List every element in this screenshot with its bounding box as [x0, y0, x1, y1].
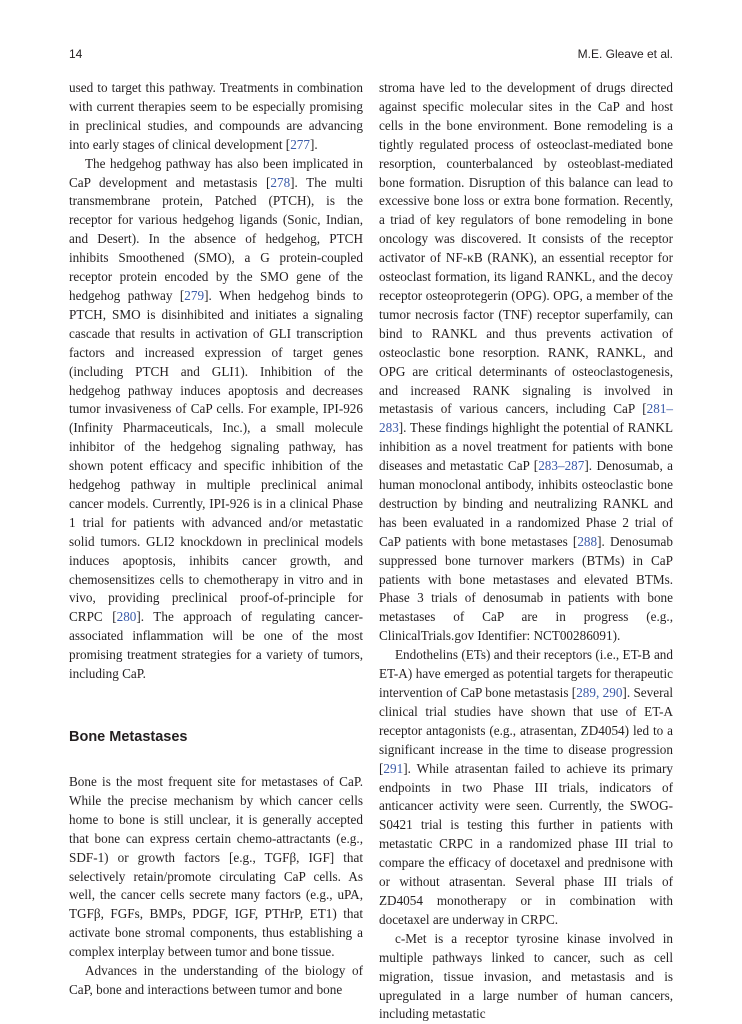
citation-link[interactable]: 279: [184, 287, 205, 303]
paragraph: The hedgehog pathway has also been implicated in CaP development and metastasis [278]. The multi transmembrane protein, Patched (PTCH), is the receptor for various hedgehog ligands (Sonic, Indian, and Desert). In the absence of hedgehog, PTCH inhibits Smoothened (SMO), a G protein-coupled receptor protein encoded by the SMO gene of the hedgehog pathway [279]. When hedgehog binds to PTCH, SMO is disinhibited and initiates a signaling cascade that results in activation of GLI transcription factors and increased expression of target genes (including PTCH and GLI1). Inhibition of the hedgehog pathway induces apoptosis and decreases tumor invasiveness of CaP cells. For example, IPI-926 (Infinity Pharmaceuticals, Inc.), a small molecule inhibitor of the hedgehog signaling pathway, has shown potent efficacy and specific inhibition of the hedgehog pathway in multiple preclinical animal cancer models. Currently, IPI-926 is in a clinical Phase 1 trial for patients with advanced and/or metastatic solid tumors. GLI2 knockdown in preclinical models induces apoptosis, inhibits cancer growth, and chemosensitizes cells to chemotherapy in vitro and in vivo, providing preclinical proof-of-principle for CRPC [280]. The approach of regulating cancer-associated inflammation will be one of the most promising treatment strategies for a variety of tumors, including CaP.: [69, 155, 364, 682]
page-number: 14: [69, 47, 83, 61]
paragraph: used to target this pathway. Treatments in combination with current therapies seem to be especially promising in preclinical studies, and compounds are advancing into early stages of clinical development [277].: [69, 80, 363, 152]
citation-link[interactable]: 289, 290: [576, 685, 623, 700]
citation-link[interactable]: 291: [383, 760, 404, 776]
paragraph: stroma have led to the development of drugs directed against specific molecular sites in the CaP and host cells in the bone environment. Bone remodeling is a tightly regulated process of osteoclast-mediated bone resorption, counterbalanced by osteoblast-mediated bone formation. Disruption of this balance can lead to excessive bone loss or extra bone formation. Recently, a triad of key regulators of bone remodeling in bone oncology was discovered. It consists of the receptor activator of NF-κB (RANK), an essential receptor for osteoclast formation, its ligand RANKL, and the decoy receptor osteoprotegerin (OPG). OPG, a member of the tumor necrosis factor (TNF) receptor superfamily, can bind to RANKL and thus prevents activation of osteoclastic bone resorption. RANK, RANKL, and OPG are critical determinants of osteoclastogenesis, and increased RANK signaling is involved in metastasis of various cancers, including CaP [281–283]. These findings highlight the potential of RANKL inhibition as a novel treatment for patients with bone diseases and metastatic CaP [283–287]. Denosumab, a human monoclonal antibody, inhibits osteoclastic bone destruction by binding and neutralizing RANKL and has been evaluated in a randomized Phase 2 trial of CaP patients with bone metastases [288]. Denosumab suppressed bone turnover markers (BTMs) in CaP patients with bone metastases and elevated BTMs. Phase 3 trials of denosumab in patients with bone metastases of CaP are in progress (e.g., ClinicalTrials.gov Identifier: NCT00286091).: [379, 80, 673, 644]
citation-link[interactable]: 288: [577, 533, 598, 549]
citation-link[interactable]: 277: [290, 136, 310, 152]
citation-link[interactable]: 283–287: [538, 458, 585, 474]
right-column: [379, 79, 673, 1024]
paragraph: Endothelins (ETs) and their receptors (i.e., ET-B and ET-A) have emerged as potential targets for therapeutic intervention of CaP bone metastasis [289, 290]. Several clinical trial studies have shown that use of ET-A receptor antagonists (e.g., atrasentan, ZD4054) led to a significant increase in the time to disease progression [291]. While atrasentan failed to achieve its primary endpoints in two Phase III trials, indicators of anticancer activity were seen. Currently, the SWOG-S0421 trial is testing this further in patients with metastatic CRPC in a randomized phase III trial to compare the efficacy of docetaxel and prednisone with or without atrasentan. Several phase III trials of ZD4054 monotherapy or in combination with docetaxel are underway in CRPC.: [379, 647, 674, 927]
citation-link[interactable]: 280: [116, 609, 137, 625]
running-author: M.E. Gleave et al.: [577, 47, 673, 61]
left-column: [69, 79, 363, 1000]
paragraph: Advances in the understanding of the biology of CaP, bone and interactions between tumor and bone: [69, 963, 363, 997]
section-heading: Bone Metastases: [69, 729, 188, 745]
citation-link[interactable]: 278: [270, 174, 291, 190]
running-header: [69, 47, 673, 65]
paragraph: c-Met is a receptor tyrosine kinase involved in multiple pathways linked to cancer, such as cell migration, tissue invasion, and metastasis and is upregulated in a large number of human cancers, including metastatic: [379, 930, 673, 1022]
citation-link[interactable]: 281–283: [379, 401, 673, 436]
paragraph: Bone is the most frequent site for metastases of CaP. While the precise mechanism by which cancer cells home to bone is still unclear, it is generally accepted that bone can express certain chemo-attractants (e.g., SDF-1) or growth factors [e.g., TGFβ, IGF] that selectively retain/promote circulating CaP cells. As well, the cancer cells secrete many factors (e.g., uPA, TGFβ, FGFs, BMPs, PDGF, IGF, PTHrP, ET1) that activate bone stromal components, thus establishing a complex interplay between tumor and bone tissue.: [69, 774, 363, 960]
